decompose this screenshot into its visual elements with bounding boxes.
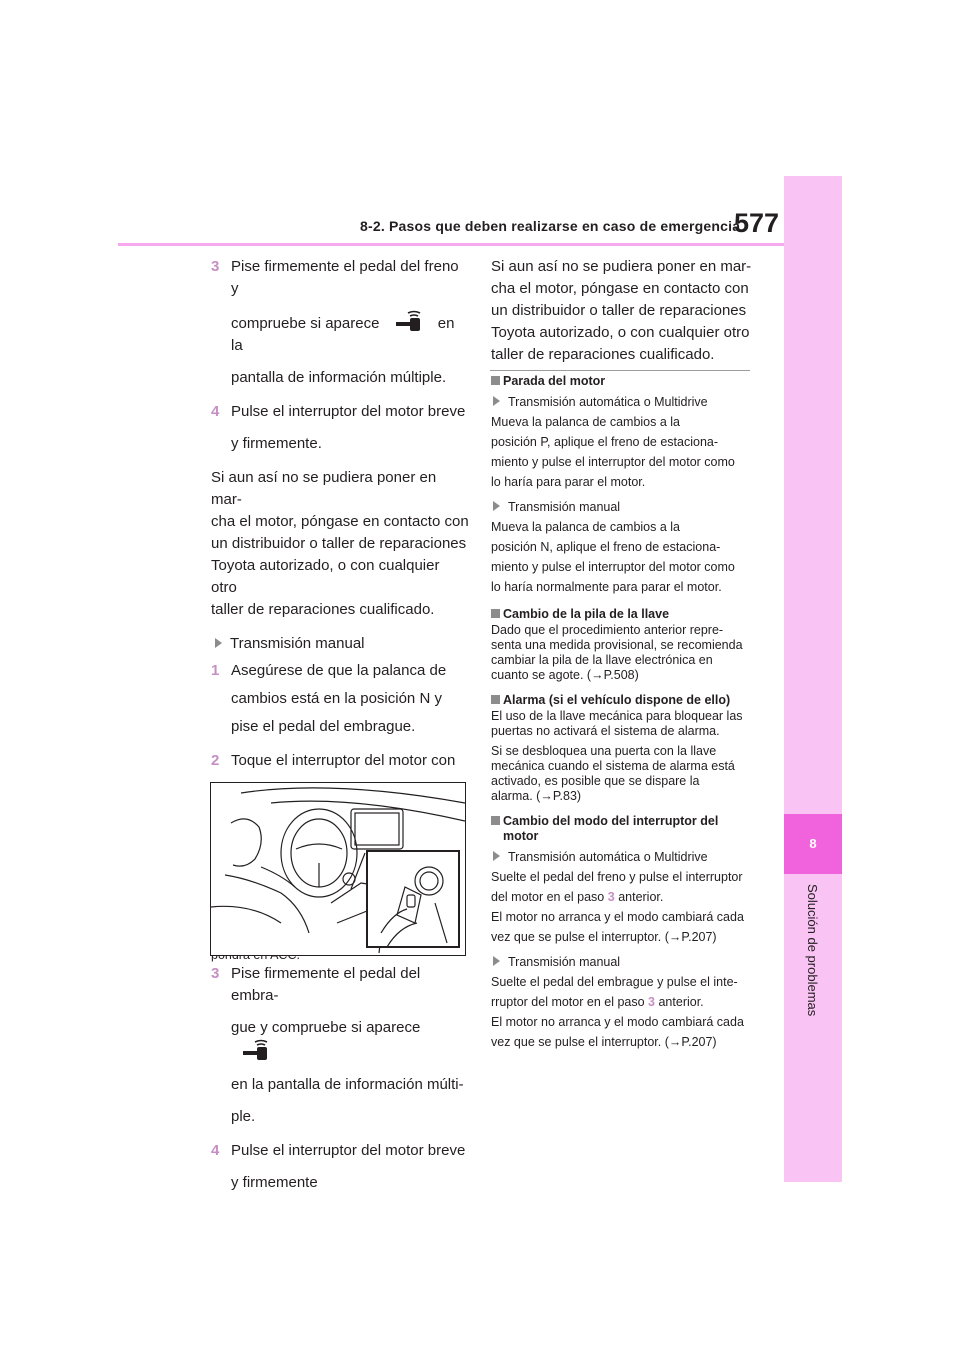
text-part: del motor en el paso xyxy=(491,890,605,904)
step-text: Pulse el interruptor del motor breve xyxy=(231,1142,466,1159)
page-reference-link[interactable]: cuanto se agote. (→P.508) xyxy=(491,668,639,682)
step-text-part: en la xyxy=(231,315,455,354)
subheading xyxy=(491,955,753,970)
text-line: posición P, aplique el freno de estaciona- xyxy=(491,435,719,449)
header-rule xyxy=(118,243,784,246)
text-line: taller de reparaciones cualificado. xyxy=(491,346,715,363)
section-divider xyxy=(490,370,750,371)
step-text: Toque el interruptor del motor con xyxy=(231,752,456,769)
text-line: senta una medida provisional, se recomienda xyxy=(491,638,743,652)
step-ref: 3 xyxy=(607,890,615,904)
text-line: El uso de la llave mecánica para bloquear las xyxy=(491,709,743,723)
key-indicator-icon xyxy=(394,310,424,332)
square-bullet-icon xyxy=(491,695,500,704)
section-heading xyxy=(491,814,753,844)
subheading-text: Transmisión manual xyxy=(508,955,621,969)
text-line: cha el motor, póngase en contacto con xyxy=(491,280,749,297)
heading-text: Cambio del modo del interruptor del xyxy=(503,814,719,828)
text-line: miento y pulse el interruptor del motor como xyxy=(491,560,735,574)
illustration-frame xyxy=(210,782,466,956)
step-text: Pise firmemente el pedal del freno y xyxy=(231,258,459,297)
text-line: activado, es posible que se dispare la xyxy=(491,774,700,788)
step-3-brake xyxy=(211,256,469,389)
section-heading xyxy=(491,374,753,389)
text-line: El motor no arranca y el modo cambiará cada xyxy=(491,1015,744,1029)
text-block xyxy=(491,867,753,947)
text-block xyxy=(491,517,753,597)
triangle-bullet-icon xyxy=(215,638,222,648)
key-indicator-icon xyxy=(241,1039,271,1061)
text-line: mecánica cuando el sistema de alarma está xyxy=(491,759,735,773)
step-text: Asegúrese de que la palanca de xyxy=(231,662,447,679)
triangle-bullet-icon xyxy=(493,396,500,406)
step-number: 1 xyxy=(211,662,220,679)
triangle-bullet-icon xyxy=(493,851,500,861)
square-bullet-icon xyxy=(491,376,500,385)
text-block xyxy=(491,623,753,683)
text-line: Mueva la palanca de cambios a la xyxy=(491,415,681,429)
triangle-bullet-icon xyxy=(493,501,500,511)
step-text: Pise firmemente el pedal del embra- xyxy=(231,965,421,1004)
section-heading xyxy=(491,607,753,622)
step-4-push xyxy=(211,401,469,455)
step-text: y firmemente xyxy=(231,1174,318,1191)
text-block xyxy=(491,709,753,739)
text-block xyxy=(491,972,753,1052)
text-part: anterior. xyxy=(618,890,664,904)
right-column-top xyxy=(491,256,753,366)
text-line: Toyota autorizado, o con cualquier otro xyxy=(211,557,440,596)
subheading-text: Transmisión manual xyxy=(508,500,621,514)
step-text-part: gue y compruebe si aparece xyxy=(231,1019,421,1036)
text-line: puertas no activará el sistema de alarma. xyxy=(491,724,720,738)
text-line: Si aun así no se pudiera poner en mar- xyxy=(211,469,437,508)
step-text-line xyxy=(231,310,469,357)
square-bullet-icon xyxy=(491,609,500,618)
step-number: 3 xyxy=(211,258,220,275)
text-line: lo haría para parar el motor. xyxy=(491,475,646,489)
heading-text: motor xyxy=(503,829,539,843)
page-reference-link[interactable]: alarma. (→P.83) xyxy=(491,789,582,803)
square-bullet-icon xyxy=(491,816,500,825)
text-line: El motor no arranca y el modo cambiará cada xyxy=(491,910,744,924)
step-text: cambios está en la posición N y xyxy=(231,690,442,707)
text-block xyxy=(491,412,753,492)
triangle-bullet-icon xyxy=(493,956,500,966)
step-number: 4 xyxy=(211,1142,220,1159)
text-line: cambiar la pila de la llave electrónica en xyxy=(491,653,713,667)
text-line: un distribuidor o taller de reparaciones xyxy=(211,535,467,552)
text-block xyxy=(491,744,753,804)
text-line: Dado que el procedimiento anterior repre- xyxy=(491,623,724,637)
text-line: posición N, aplique el freno de estaciona- xyxy=(491,540,721,554)
step-text: y firmemente. xyxy=(231,435,322,452)
subheading xyxy=(491,395,753,410)
step-text: pise el pedal del embrague. xyxy=(231,718,416,735)
subheading-text: Transmisión automática o Multidrive xyxy=(508,850,708,864)
driver-key-illustration xyxy=(211,783,465,955)
step-1-lever xyxy=(211,660,469,738)
subheading xyxy=(491,850,753,865)
page-reference-link[interactable]: vez que se pulse el interruptor. (→P.207) xyxy=(491,930,717,944)
text-line: miento y pulse el interruptor del motor como xyxy=(491,455,735,469)
manual-heading xyxy=(211,633,469,654)
step-3-clutch xyxy=(211,963,469,1128)
right-column-notes xyxy=(491,374,753,1052)
text-line: Toyota autorizado, o con cualquier otro xyxy=(491,324,750,341)
page-number: 577 xyxy=(734,208,780,238)
step-text: ple. xyxy=(231,1108,256,1125)
step-number: 2 xyxy=(211,752,220,769)
text-line: Si se desbloquea una puerta con la llave xyxy=(491,744,717,758)
text-line: Si aun así no se pudiera poner en mar- xyxy=(491,258,752,275)
step-number: 3 xyxy=(211,965,220,982)
text-part: rruptor del motor en el paso xyxy=(491,995,645,1009)
step-number: 4 xyxy=(211,403,220,420)
text-line: lo haría normalmente para parar el motor. xyxy=(491,580,722,594)
left-column-bottom xyxy=(211,963,469,1194)
chapter-label: Solución de problemas xyxy=(805,884,820,1017)
text-line: Suelte el pedal del embrague y pulse el inte- xyxy=(491,975,738,989)
step-text: en la pantalla de información múlti- xyxy=(231,1076,464,1093)
step-4-push-manual xyxy=(211,1140,469,1194)
text-line: Suelte el pedal del freno y pulse el interruptor xyxy=(491,870,743,884)
page-reference-link[interactable]: vez que se pulse el interruptor. (→P.207) xyxy=(491,1035,717,1049)
fallback-paragraph xyxy=(211,467,469,621)
subheading-text: Transmisión automática o Multidrive xyxy=(508,395,708,409)
text-part: anterior. xyxy=(658,995,704,1009)
text-line xyxy=(491,992,753,1012)
text-line: Mueva la palanca de cambios a la xyxy=(491,520,681,534)
step-ref: 3 xyxy=(648,995,655,1009)
text-line: taller de reparaciones cualificado. xyxy=(211,601,435,618)
heading-text: Transmisión manual xyxy=(230,635,365,652)
step-text-line xyxy=(231,1017,469,1064)
text-line: cha el motor, póngase en contacto con xyxy=(211,513,469,530)
heading-text: Cambio de la pila de la llave xyxy=(503,607,670,621)
heading-text: Parada del motor xyxy=(503,374,606,388)
step-text: pantalla de información múltiple. xyxy=(231,369,447,386)
section-heading xyxy=(491,693,753,708)
step-text: Pulse el interruptor del motor breve xyxy=(231,403,466,420)
subheading xyxy=(491,500,753,515)
section-title: 8-2. Pasos que deben realizarse en caso de emergencia xyxy=(360,218,741,234)
chapter-number: 8 xyxy=(809,836,817,851)
step-text-part: compruebe si aparece xyxy=(231,315,380,332)
heading-text: Alarma (si el vehículo dispone de ello) xyxy=(503,693,731,707)
text-line: un distribuidor o taller de reparaciones xyxy=(491,302,747,319)
text-line xyxy=(491,887,753,907)
